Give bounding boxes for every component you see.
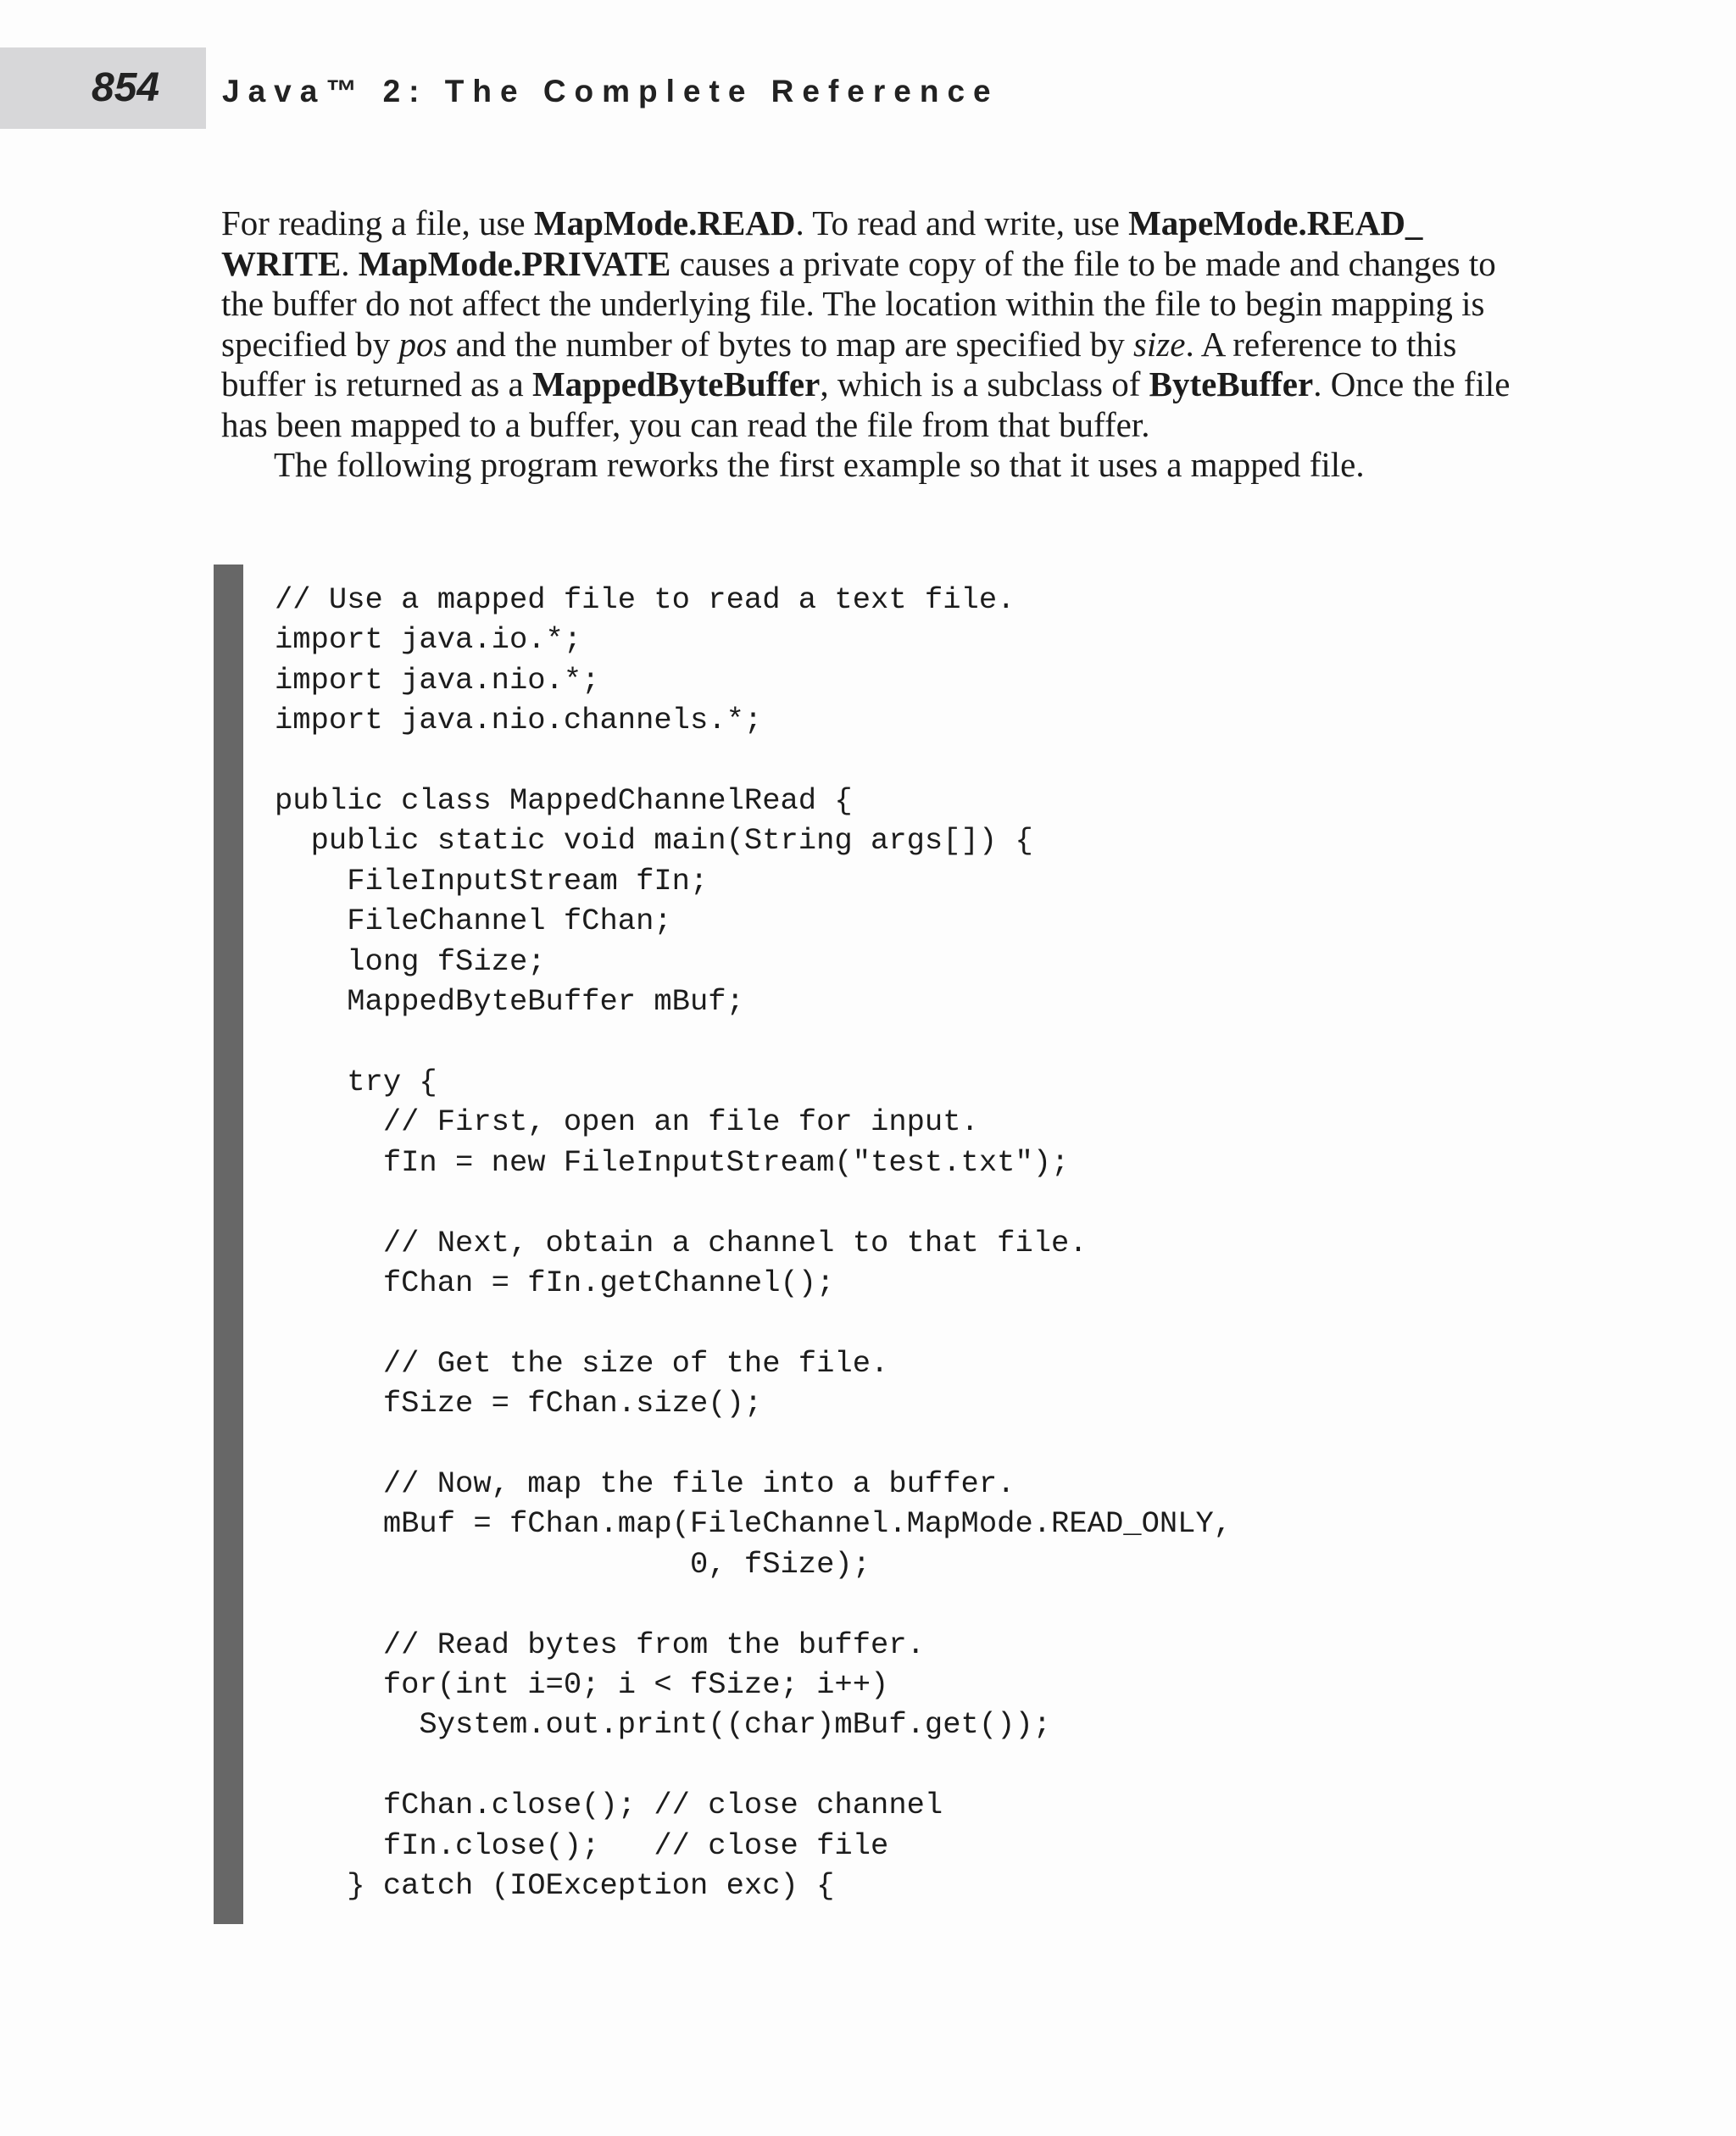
code-line: // Now, map the file into a buffer. bbox=[275, 1466, 1015, 1501]
body-text bbox=[221, 203, 1527, 486]
code-line: fChan = fIn.getChannel(); bbox=[275, 1265, 835, 1300]
paragraph-intro-program: The following program reworks the first example so that it uses a mapped file. bbox=[274, 445, 1365, 484]
code-line: import java.nio.*; bbox=[275, 662, 600, 698]
paragraph-mapmode: For reading a file, use MapMode.READ. To read and write, use MapeMode.READ_ WRITE. MapMode.PRIVATE causes a private copy of the file to be made and changes to the buffer do not affect the underlying file. The location within the file to begin mapping is specified by pos and the number of bytes to map are specified by size. A reference to this buffer is returned as a MappedByteBuffer, which is a subclass of ByteBuffer. Once the file has been mapped to a buffer, you can read the file from that buffer. bbox=[221, 203, 1511, 444]
code-line: // Read bytes from the buffer. bbox=[275, 1627, 925, 1662]
code-line: mBuf = fChan.map(FileChannel.MapMode.READ_ONLY, bbox=[275, 1506, 1232, 1542]
code-line: // Get the size of the file. bbox=[275, 1345, 889, 1381]
code-line: import java.io.*; bbox=[275, 622, 582, 658]
code-listing-bar bbox=[214, 565, 243, 1924]
code-line: // Use a mapped file to read a text file. bbox=[275, 582, 1015, 617]
page-number: 854 bbox=[92, 65, 160, 110]
code-line: FileChannel fChan; bbox=[275, 904, 672, 939]
code-line: FileInputStream fIn; bbox=[275, 863, 709, 898]
code-line: // First, open an file for input. bbox=[275, 1104, 979, 1140]
code-line: fIn = new FileInputStream("test.txt"); bbox=[275, 1144, 1070, 1180]
code-line: long fSize; bbox=[275, 943, 546, 979]
code-line: fIn.close(); // close file bbox=[275, 1827, 889, 1863]
code-line: System.out.print((char)mBuf.get()); bbox=[275, 1707, 1052, 1743]
code-line: import java.nio.channels.*; bbox=[275, 703, 763, 738]
code-line: public static void main(String args[]) { bbox=[275, 823, 1033, 859]
code-line: fChan.close(); // close channel bbox=[275, 1788, 943, 1823]
code-line: } catch (IOException exc) { bbox=[275, 1868, 835, 1903]
code-line: public class MappedChannelRead { bbox=[275, 783, 853, 819]
code-line: // Next, obtain a channel to that file. bbox=[275, 1225, 1088, 1260]
code-line: fSize = fChan.size(); bbox=[275, 1386, 763, 1421]
code-line: MappedByteBuffer mBuf; bbox=[275, 984, 744, 1020]
running-head: Java™ 2: The Complete Reference bbox=[222, 74, 999, 108]
code-listing bbox=[275, 580, 1232, 1905]
code-line: 0, fSize); bbox=[275, 1546, 871, 1582]
code-line: for(int i=0; i < fSize; i++) bbox=[275, 1666, 889, 1702]
code-line: try { bbox=[275, 1064, 437, 1099]
